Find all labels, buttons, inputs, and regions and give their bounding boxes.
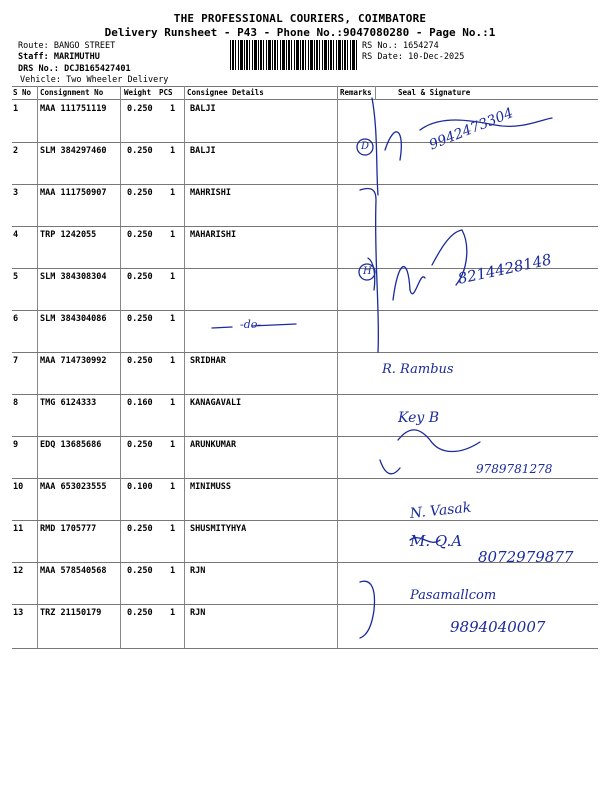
row-weight: 0.250: [127, 608, 153, 618]
rs-no-label: RS No.:: [362, 41, 398, 51]
row-weight: 0.250: [127, 524, 153, 534]
row-sno: 6: [13, 314, 19, 324]
row-weight: 0.100: [127, 482, 153, 492]
staff-value: MARIMUTHU: [53, 52, 100, 62]
row-consignee: SHUSMITYHYA: [190, 524, 247, 534]
signature-rjn: Pasamallcom: [410, 588, 497, 603]
row-pcs: 1: [170, 272, 176, 282]
signature-key-b: Key B: [398, 410, 440, 426]
runsheet-subtitle: Delivery Runsheet - P43 - Phone No.:9047080280 - Page No.:1: [104, 26, 496, 39]
row-sno: 5: [13, 272, 19, 282]
row-weight: 0.250: [127, 146, 153, 156]
company-title: THE PROFESSIONAL COURIERS, COIMBATORE: [173, 12, 427, 25]
row-consignee: MAHRISHI: [190, 188, 231, 198]
signature-phone-3: 9789781278: [476, 462, 553, 476]
row-consignment: MAA 578540568: [40, 566, 107, 576]
row-sno: 4: [13, 230, 19, 240]
row-consignment: MAA 111750907: [40, 188, 107, 198]
drs-value: DCJB165427401: [64, 64, 131, 74]
row-consignee: RJN: [190, 608, 206, 618]
remark-h-mark: H: [363, 266, 372, 277]
rs-date-value: 10-Dec-2025: [408, 52, 465, 62]
col-header-weight: Weight: [124, 88, 152, 97]
row-consignment: MAA 653023555: [40, 482, 107, 492]
row-pcs: 1: [170, 314, 176, 324]
row-weight: 0.250: [127, 314, 153, 324]
row-consignee: MINIMUSS: [190, 482, 231, 492]
row-consignment: TMG 6124333: [40, 398, 97, 408]
col-header-remarks: Remarks: [340, 88, 372, 97]
row-weight: 0.160: [127, 398, 153, 408]
row-consignee: KANAGAVALI: [190, 398, 242, 408]
row-pcs: 1: [170, 230, 176, 240]
drs-label: DRS No.:: [18, 64, 59, 74]
signature-stroke: [380, 460, 400, 474]
signature-phone-4: 8072979877: [478, 548, 574, 566]
signature-phone-2: 8214428148: [456, 250, 554, 288]
signature-stroke: [398, 430, 480, 452]
row-weight: 0.250: [127, 230, 153, 240]
row-pcs: 1: [170, 356, 176, 366]
remark-d-mark: D: [361, 141, 370, 152]
row-sno: 2: [13, 146, 19, 156]
rs-date-label: RS Date:: [362, 52, 403, 62]
row-consignment: EDQ 13685686: [40, 440, 102, 450]
signature-stroke: [385, 132, 401, 160]
row-pcs: 1: [170, 440, 176, 450]
col-header-consignee: Consignee Details: [187, 88, 264, 97]
row-consignee: MAHARISHI: [190, 230, 237, 240]
row-weight: 0.250: [127, 188, 153, 198]
row-weight: 0.250: [127, 566, 153, 576]
row-pcs: 1: [170, 524, 176, 534]
row-weight: 0.250: [127, 104, 153, 114]
route-label: Route:: [18, 41, 49, 51]
row-consignment: MAA 714730992: [40, 356, 107, 366]
row-sno: 7: [13, 356, 19, 366]
row-sno: 1: [13, 104, 19, 114]
col-header-consignment: Consignment No: [40, 88, 104, 97]
signature-sridhar: R. Rambus: [382, 362, 454, 377]
vehicle-label: Vehicle:: [20, 75, 61, 85]
vehicle-value: Two Wheeler Delivery: [66, 75, 169, 85]
row-consignment: MAA 111751119: [40, 104, 107, 114]
bracket-stroke: [360, 581, 374, 638]
signature-phone-5: 9894040007: [450, 618, 546, 636]
row-pcs: 1: [170, 398, 176, 408]
row-consignment: TRP 1242055: [40, 230, 97, 240]
row-weight: 0.250: [127, 440, 153, 450]
row-weight: 0.250: [127, 272, 153, 282]
signature-m: M. Q.A: [410, 532, 463, 550]
signature-vasak: N. Vasak: [409, 499, 472, 522]
row-consignee: SRIDHAR: [190, 356, 226, 366]
row-consignment: TRZ 21150179: [40, 608, 102, 618]
row-sno: 3: [13, 188, 19, 198]
row-pcs: 1: [170, 188, 176, 198]
row-weight: 0.250: [127, 356, 153, 366]
row-consignment: SLM 384304086: [40, 314, 107, 324]
row-consignee: ARUNKUMAR: [190, 440, 237, 450]
row-consignment: RMD 1705777: [40, 524, 97, 534]
row-sno: 12: [13, 566, 24, 576]
route-value: BANGO STREET: [53, 41, 116, 51]
signature-phone-1: 9942473304: [427, 105, 516, 154]
row-consignment: SLM 384297460: [40, 146, 107, 156]
row-sno: 9: [13, 440, 19, 450]
row-pcs: 1: [170, 482, 176, 492]
col-header-pcs: PCS: [159, 88, 173, 97]
row-sno: 13: [13, 608, 24, 618]
row-consignee: RJN: [190, 566, 206, 576]
col-header-seal: Seal & Signature: [398, 88, 471, 97]
staff-label: Staff:: [18, 52, 49, 62]
col-header-sno: S No: [13, 88, 32, 97]
rs-no-value: 1654274: [402, 41, 439, 51]
row-sno: 8: [13, 398, 19, 408]
row-pcs: 1: [170, 104, 176, 114]
ditto-mark: -do-: [240, 318, 262, 331]
row-sno: 11: [13, 524, 24, 534]
row-consignment: SLM 384308304: [40, 272, 107, 282]
row-sno: 10: [13, 482, 24, 492]
row-pcs: 1: [170, 608, 176, 618]
row-pcs: 1: [170, 566, 176, 576]
row-consignee: BALJI: [190, 104, 216, 114]
signature-stroke: [393, 267, 425, 300]
row-consignee: BALJI: [190, 146, 216, 156]
row-pcs: 1: [170, 146, 176, 156]
